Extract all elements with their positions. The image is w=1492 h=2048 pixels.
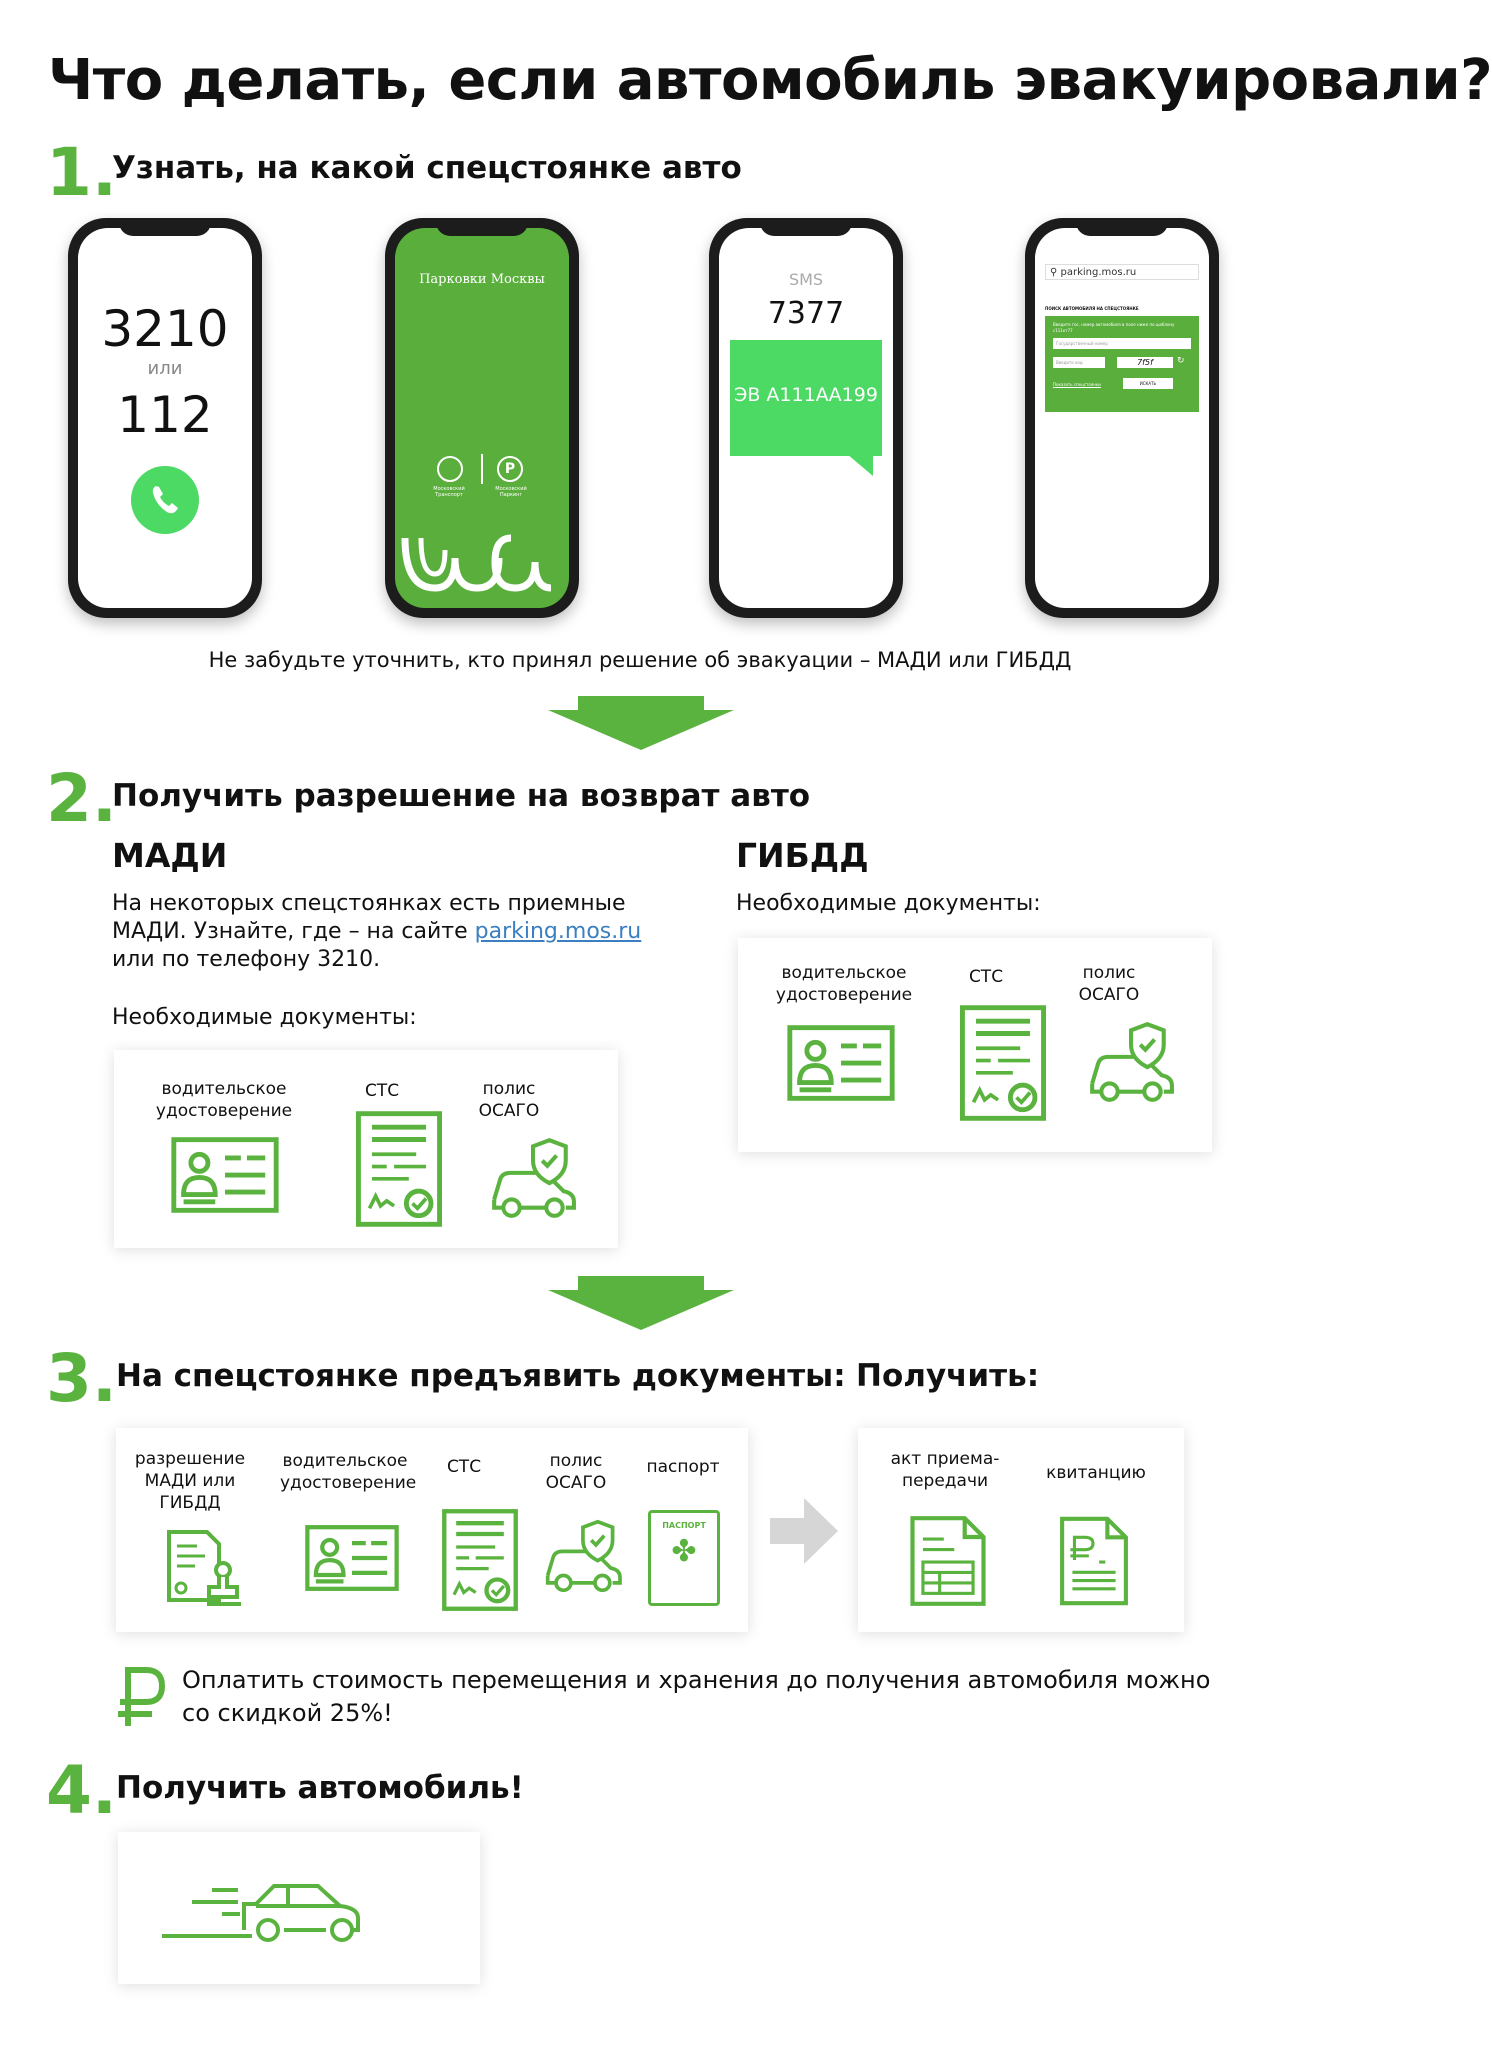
moving-car-icon <box>162 1878 402 1942</box>
captcha-image: 7f5f <box>1117 357 1173 368</box>
gibdd-doc-osago-label: полис ОСАГО <box>1078 963 1140 1005</box>
passport-icon <box>648 1510 720 1606</box>
plate-input[interactable]: Государственный номер <box>1053 338 1191 349</box>
page-title: Что делать, если автомобиль эвакуировали? <box>48 48 1492 113</box>
ruble-icon <box>114 1666 168 1728</box>
osago-insurance-icon <box>540 1518 624 1594</box>
driver-license-icon <box>170 1136 280 1214</box>
doc-license-label: водительское удостоверение <box>280 1451 417 1493</box>
doc-passport-label: паспорт <box>646 1457 720 1477</box>
receive-receipt-label: квитанцию <box>1046 1463 1146 1483</box>
step-3-title: На спецстоянке предъявить документы: <box>116 1358 846 1394</box>
phone-call-mockup <box>68 218 262 618</box>
madi-doc-sts-label: СТС <box>364 1081 400 1101</box>
osago-insurance-icon <box>486 1136 578 1220</box>
logo-left-caption: Московский Транспорт <box>433 486 465 498</box>
act-document-icon <box>908 1514 988 1608</box>
gibdd-doc-license-label: водительское удостоверение <box>775 963 913 1005</box>
parking-site-link[interactable]: parking.mos.ru <box>474 919 642 944</box>
receive-card <box>858 1428 1184 1632</box>
search-icon: ⚲ <box>1050 267 1061 278</box>
receive-title: Получить: <box>856 1358 1040 1394</box>
step-2-number: 2. <box>46 760 117 837</box>
madi-text <box>112 890 642 974</box>
car-card <box>118 1832 480 1984</box>
madi-doc-license-label: водительское удостоверение <box>155 1079 293 1121</box>
receive-act-label: акт приема-передачи <box>890 1449 1000 1491</box>
down-arrow-icon <box>548 696 734 750</box>
code-input[interactable]: Введите код <box>1053 357 1105 368</box>
madi-heading: МАДИ <box>112 836 228 875</box>
passport-cover-label: ПАСПОРТ <box>662 1521 706 1530</box>
receipt-icon <box>1058 1514 1130 1608</box>
madi-text-phone: или по телефону 3210. <box>112 947 381 972</box>
osago-insurance-icon <box>1084 1020 1176 1104</box>
step-4-title: Получить автомобиль! <box>116 1770 524 1806</box>
down-arrow-icon <box>548 1276 734 1330</box>
app-title: Парковки Москвы <box>419 272 545 287</box>
madi-docs-card <box>114 1050 618 1248</box>
call-or-label: или <box>147 358 183 379</box>
sms-number: 7377 <box>767 296 845 331</box>
phone-call-icon[interactable] <box>131 466 199 534</box>
show-lots-link[interactable]: Показать спецстоянки <box>1053 382 1101 387</box>
logo-divider <box>481 454 483 484</box>
refresh-icon[interactable]: ↻ <box>1177 356 1185 366</box>
website-mockup <box>1025 218 1219 618</box>
url-text: parking.mos.ru <box>1060 267 1137 278</box>
madi-docs-label: Необходимые документы: <box>112 1005 417 1030</box>
transport-logo-icon <box>437 456 463 482</box>
call-number-b: 112 <box>117 386 213 444</box>
step-1-title: Узнать, на какой спецстоянке авто <box>112 150 742 186</box>
gibdd-doc-sts-label: СТС <box>968 967 1004 987</box>
evacuation-note: Не забудьте уточнить, кто принял решение об эвакуации – МАДИ или ГИБДД <box>208 648 1072 672</box>
madi-text-intro: На некоторых спецстоянках есть приемные МАДИ. Узнайте, где – на сайте <box>112 891 626 944</box>
driver-license-icon <box>304 1524 400 1592</box>
sts-document-icon <box>354 1110 444 1228</box>
parking-logo-icon: P <box>497 456 523 482</box>
step3-docs-card <box>116 1428 748 1632</box>
gibdd-docs-label: Необходимые документы: <box>736 891 1041 916</box>
step-2-title: Получить разрешение на возврат авто <box>112 778 811 814</box>
search-hint: Введите гос. номер автомобиля в поле ниже по шаблону с111кт77 <box>1053 322 1175 333</box>
app-pattern-graphic <box>401 528 565 598</box>
sms-bubble <box>730 340 882 456</box>
doc-osago-label: полис ОСАГО <box>545 1451 607 1493</box>
search-heading: ПОИСК АВТОМОБИЛЯ НА СПЕЦСТОЯНКЕ <box>1045 306 1139 311</box>
madi-doc-osago-label: полис ОСАГО <box>478 1079 540 1121</box>
gibdd-heading: ГИБДД <box>736 836 869 875</box>
search-button[interactable]: ИСКАТЬ <box>1123 378 1173 389</box>
sms-message: ЭВ А111АА199 <box>734 384 878 406</box>
step-4-number: 4. <box>46 1752 117 1829</box>
sms-bubble-tail <box>847 454 873 476</box>
payment-note: Оплатить стоимость перемещения и хранения до получения автомобиля можно со скидкой 25%! <box>182 1666 1211 1727</box>
search-form <box>1045 316 1199 412</box>
sms-mockup <box>709 218 903 618</box>
step-1-number: 1. <box>46 134 117 211</box>
call-number-a: 3210 <box>101 300 229 358</box>
url-bar[interactable] <box>1045 264 1199 280</box>
sms-label: SMS <box>788 270 824 289</box>
gibdd-docs-card <box>738 938 1212 1152</box>
driver-license-icon <box>786 1024 896 1102</box>
permit-stamp-icon <box>164 1528 246 1608</box>
parking-app-mockup <box>385 218 579 618</box>
right-arrow-icon <box>770 1498 840 1564</box>
doc-sts-label: СТС <box>446 1457 482 1477</box>
doc-permit-label: разрешение МАДИ или ГИБДД <box>134 1449 246 1513</box>
step-3-number: 3. <box>46 1340 117 1417</box>
logo-right-caption: Московский Паркинг <box>495 486 527 498</box>
coat-of-arms-icon: ✤ <box>671 1534 697 1569</box>
sts-document-icon <box>958 1004 1048 1122</box>
sts-document-icon <box>440 1508 520 1612</box>
